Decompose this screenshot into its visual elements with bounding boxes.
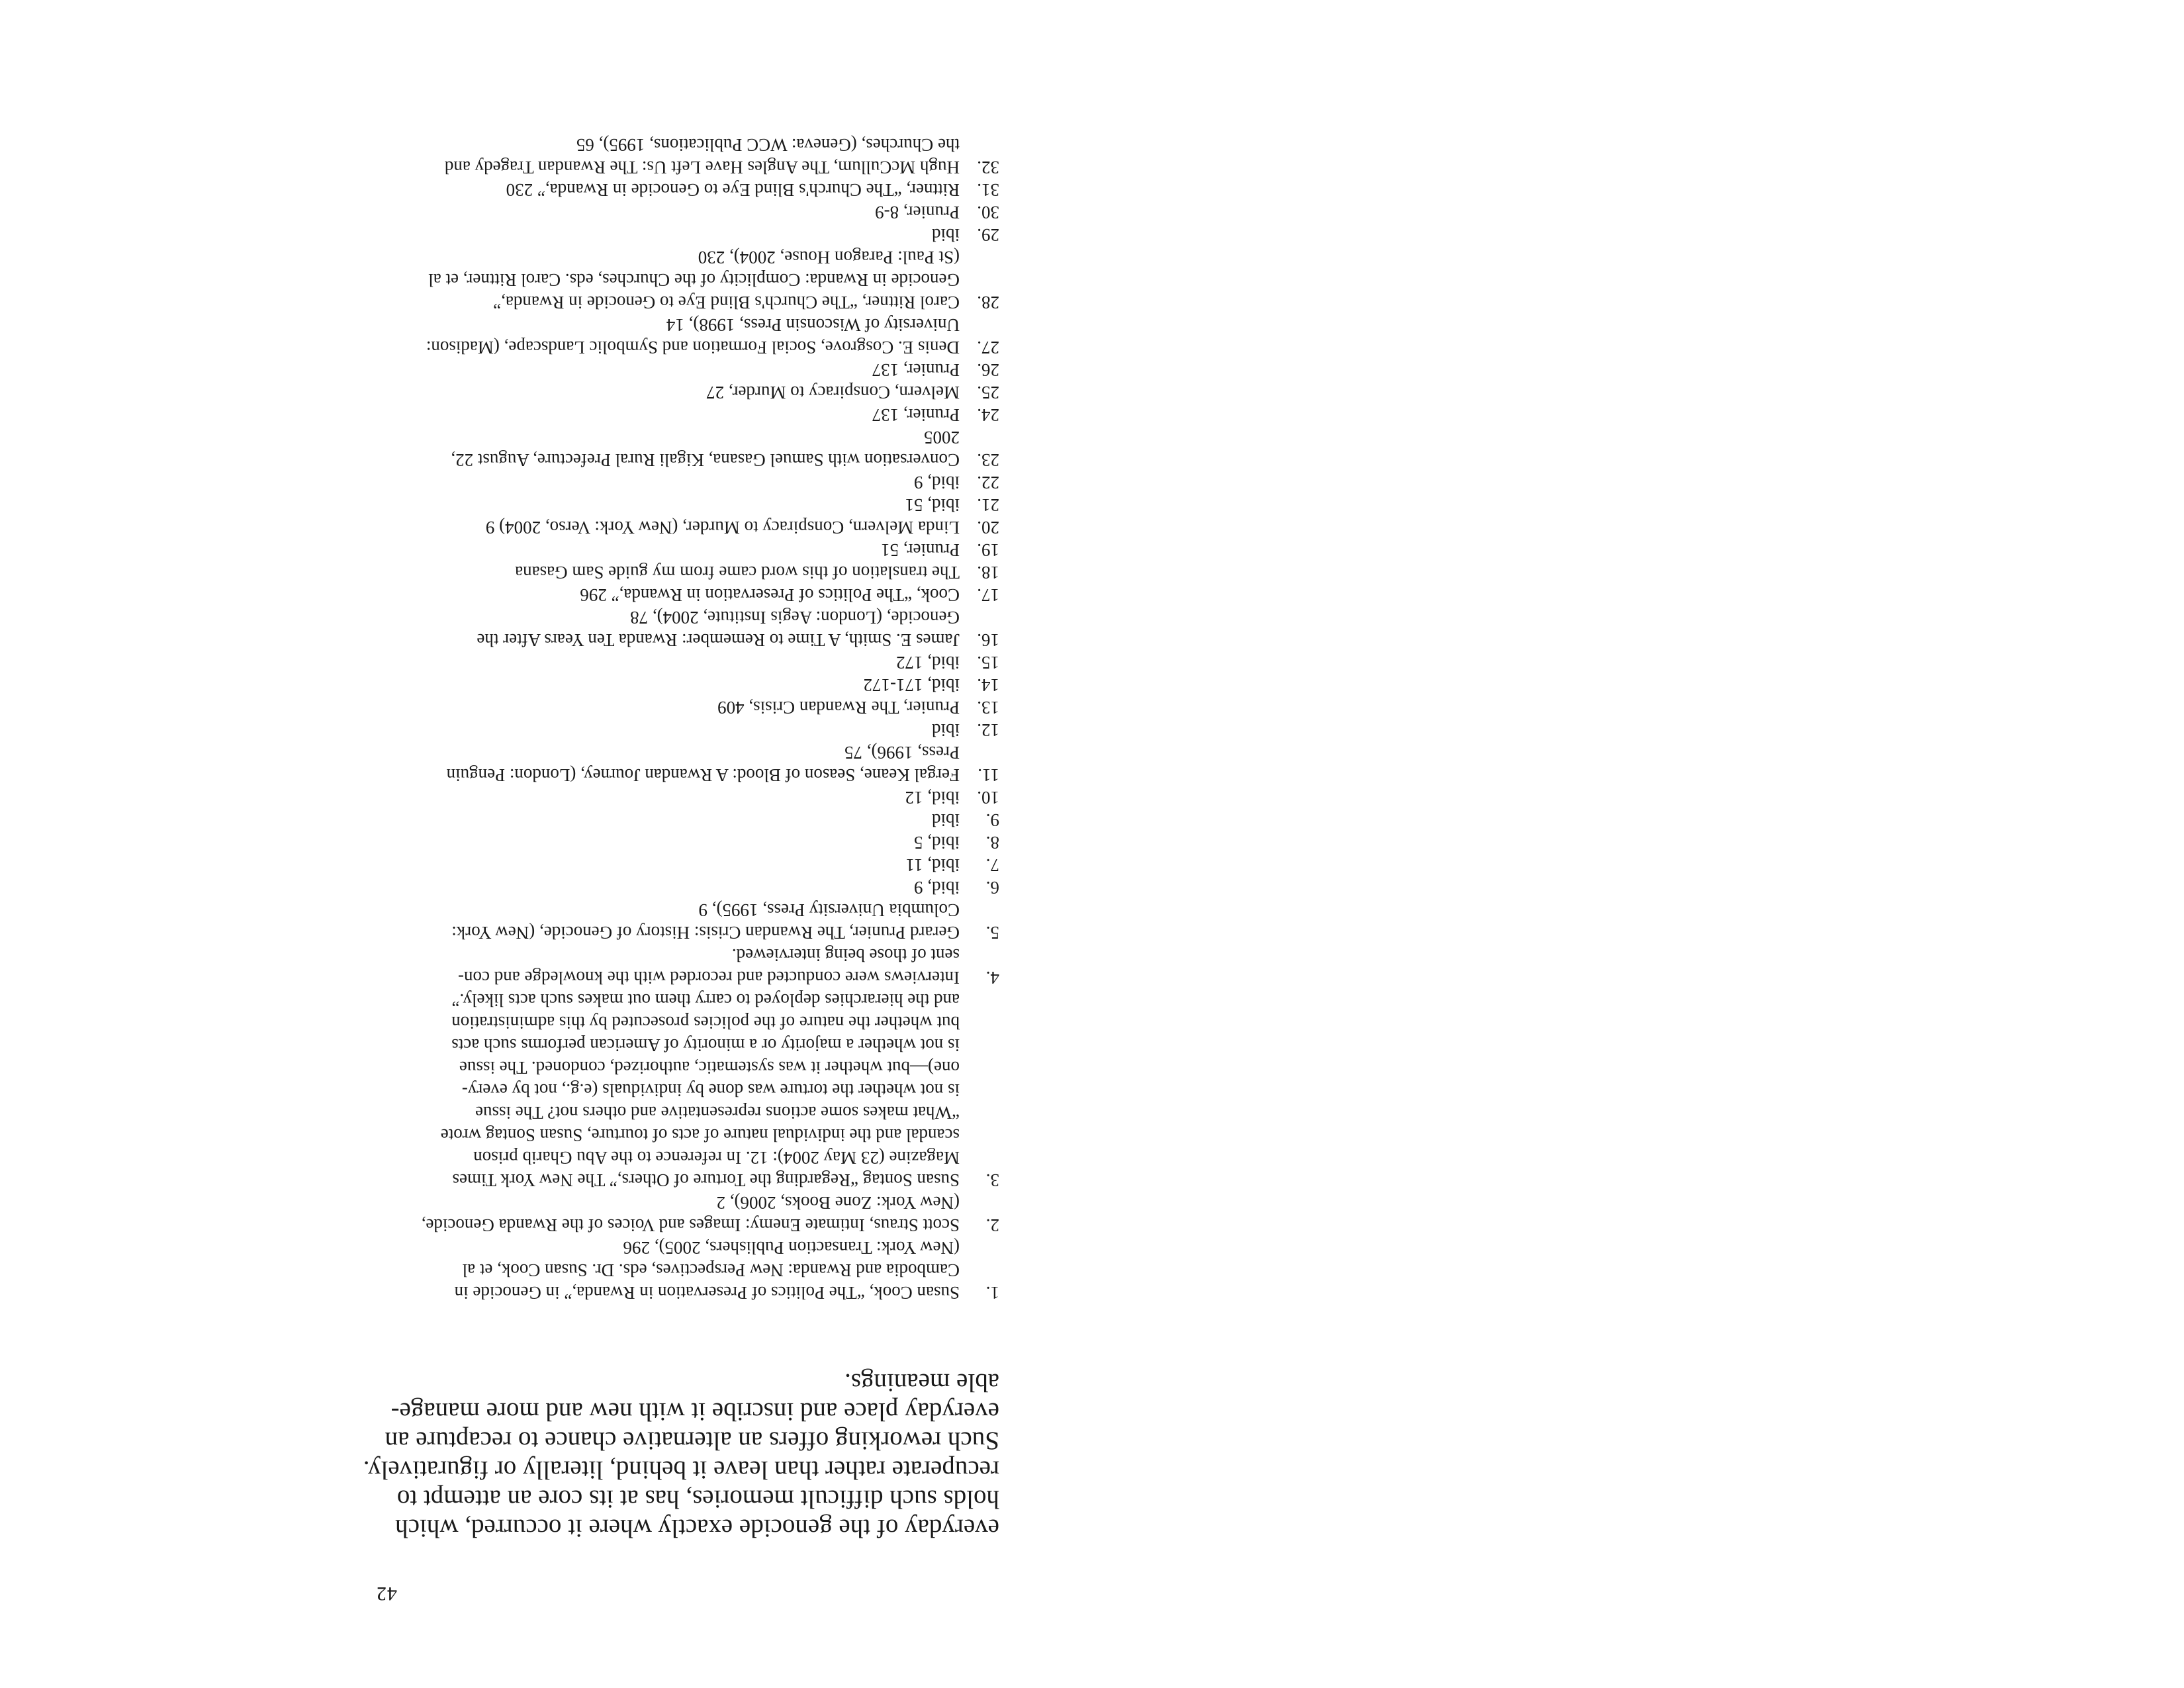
endnote-number: 32. — [977, 158, 999, 177]
endnote-item — [351, 899, 999, 944]
endnote-number: 3. — [985, 1170, 999, 1190]
endnote-item — [351, 494, 999, 516]
endnote-number: 28. — [977, 293, 999, 312]
endnote-text: Prunier, 137 — [872, 360, 960, 380]
endnote-text: Hugh McCullum, The Angles Have Left Us: The Rwandan Tragedy and the Churches, (Geneva: WCC Publications, 1995), 65 — [444, 135, 960, 177]
endnote-text: Linda Melvern, Conspiracy to Murder, (New York: Verso, 2004) 9 — [485, 518, 960, 538]
endnote-item — [351, 179, 999, 201]
body-line: holds such difficult memories, has at its core an attempt to — [396, 1485, 999, 1513]
endnote-item — [351, 989, 999, 1192]
endnote-number: 15. — [977, 653, 999, 673]
endnote-number: 6. — [985, 878, 999, 898]
endnote-text: Rittner, “The Church's Blind Eye to Genocide in Rwanda,” 230 — [506, 180, 960, 200]
endnote-item — [351, 201, 999, 224]
body-line: everyday place and inscribe it with new and more manage- — [390, 1397, 999, 1426]
endnote-number: 24. — [977, 405, 999, 425]
endnote-item — [351, 539, 999, 561]
endnote-item — [351, 1192, 999, 1237]
endnote-text: Cook, “The Politics of Preservation in Rwanda,” 296 — [580, 585, 960, 605]
endnote-item — [351, 561, 999, 584]
endnote-number: 18. — [977, 563, 999, 583]
endnote-text: Carol Rittner, “The Church's Blind Eye to Genocide in Rwanda,” Genocide in Rwanda: Complicity of the Churches, eds. Carol Rittner, et al (St Paul: Paragon House, 2004), 230 — [428, 248, 960, 312]
endnote-text: Interviews were conducted and recorded with the knowledge and con- sent of those being interviewed. — [458, 945, 960, 988]
endnote-number: 31. — [977, 180, 999, 200]
endnote-item — [351, 809, 999, 831]
endnote-item — [351, 359, 999, 381]
endnote-item — [351, 741, 999, 786]
endnote-item — [351, 134, 999, 179]
endnote-number: 12. — [977, 720, 999, 740]
endnote-item — [351, 944, 999, 989]
endnote-number: 7. — [985, 855, 999, 875]
endnote-item — [351, 404, 999, 426]
endnote-item — [351, 314, 999, 359]
endnote-item — [351, 651, 999, 674]
endnote-item — [351, 876, 999, 899]
endnote-text: James E. Smith, A Time to Remember: Rwanda Ten Years After the Genocide, (London: Aegis Institute, 2004), 78 — [477, 608, 960, 650]
endnote-number: 5. — [985, 923, 999, 943]
endnote-number: 1. — [985, 1283, 999, 1303]
endnote-text: Scott Straus, Intimate Enemy: Images and Voices of the Rwanda Genocide, (New York: Zone Books, 2006), 2 — [421, 1193, 960, 1235]
endnote-text: ibid, 9 — [913, 473, 960, 492]
endnote-number: 29. — [977, 225, 999, 245]
endnote-text: Conversation with Samuel Gasana, Kigali Rural Prefecture, August 22, 2005 — [451, 428, 960, 470]
endnote-number: 10. — [977, 788, 999, 808]
endnote-text: Prunier, 8-9 — [875, 203, 960, 222]
endnote-text: ibid, 11 — [905, 855, 960, 875]
endnote-number: 27. — [977, 338, 999, 357]
endnote-text: The translation of this word came from my guide Sam Gasana — [515, 563, 960, 583]
endnote-number: 19. — [977, 540, 999, 560]
endnote-text: ibid — [931, 225, 960, 245]
endnote-number: 9. — [985, 810, 999, 830]
endnote-text: Prunier, The Rwandan Crisis, 409 — [717, 698, 960, 718]
endnote-text: Melvern, Conspiracy to Murder, 27 — [706, 383, 960, 402]
endnote-item — [351, 426, 999, 471]
endnote-number: 11. — [978, 765, 999, 785]
endnote-text: ibid, 172 — [895, 653, 960, 673]
body-paragraph — [363, 1368, 999, 1542]
endnote-number: 25. — [977, 383, 999, 402]
endnote-text: ibid, 12 — [905, 788, 960, 808]
body-line: everyday of the genocide exactly where it occurred, which — [395, 1514, 999, 1542]
endnote-item — [351, 696, 999, 719]
endnote-number: 16. — [977, 630, 999, 650]
endnote-text: ibid, 171-172 — [863, 675, 960, 695]
endnote-item — [351, 1237, 999, 1304]
body-line: recuperate rather than leave it behind, literally or figuratively. — [363, 1456, 999, 1484]
endnote-item — [351, 854, 999, 876]
endnote-number: 30. — [977, 203, 999, 222]
endnote-number: 21. — [977, 495, 999, 515]
endnote-text: ibid — [931, 810, 960, 830]
endnote-text: Prunier, 51 — [881, 540, 960, 560]
endnote-number: 23. — [977, 450, 999, 470]
endnote-text: ibid — [931, 720, 960, 740]
endnote-text: ibid, 51 — [905, 495, 960, 515]
endnote-number: 8. — [985, 833, 999, 853]
endnote-number: 26. — [977, 360, 999, 380]
endnote-number: 13. — [977, 698, 999, 718]
endnote-item — [351, 674, 999, 696]
endnote-text: Fergal Keane, Season of Blood: A Rwandan Journey, (London: Penguin Press, 1996), 75 — [446, 743, 960, 785]
endnote-item — [351, 224, 999, 246]
endnote-number: 20. — [977, 518, 999, 538]
endnote-item — [351, 471, 999, 494]
endnote-item — [351, 831, 999, 854]
endnote-item — [351, 381, 999, 404]
endnotes-list — [351, 134, 999, 1304]
endnote-item — [351, 719, 999, 741]
body-line: able meanings. — [844, 1368, 999, 1397]
endnote-text: Gerard Prunier, The Rwandan Crisis: History of Genocide, (New York: Columbia University Press, 1995), 9 — [451, 900, 960, 943]
endnote-text: ibid, 5 — [913, 833, 960, 853]
endnote-text: ibid, 9 — [913, 878, 960, 898]
endnote-number: 22. — [977, 473, 999, 492]
body-line: Such reworking offers an alternative chance to recapture an — [385, 1427, 999, 1455]
endnote-text: Susan Sontag “Regarding the Torture of Others,” The New York Times Magazine (23 May 2004): 12. In reference to the Abu Gharib prison scandal and the individual nature of acts of tourture, Susan Sontag wrote “What makes some actions representative and others not? The issue is not whether the torture was done by individuals (e.g., not by every- one)—but whether it was systematic, authorized, condoned. The issue is not whether a majority or a minority of American performs such acts but whether the nature of the policies prosecuted by this administration and the hierarchies deployed to carry them out makes such acts likely.” — [440, 990, 960, 1190]
page-number: 42 — [376, 1583, 397, 1605]
endnote-number: 14. — [977, 675, 999, 695]
endnote-item — [351, 516, 999, 539]
endnote-number: 17. — [977, 585, 999, 605]
endnote-text: Prunier, 137 — [872, 405, 960, 425]
endnote-text: Susan Cook, “The Politics of Preservation in Rwanda,” in Genocide in Cambodia and Rwanda: New Perspectives, eds. Dr. Susan Cook, et al (New York: Transaction Publishers, 2005), 296 — [454, 1238, 960, 1303]
endnote-item — [351, 246, 999, 314]
endnote-text: Denis E. Cosgrove, Social Formation and Symbolic Landscape, (Madison: University of Wisconsin Press, 1998), 14 — [426, 315, 960, 357]
endnote-item — [351, 584, 999, 606]
endnote-number: 2. — [985, 1215, 999, 1235]
endnote-number: 4. — [985, 968, 999, 988]
endnote-item — [351, 786, 999, 809]
endnote-item — [351, 606, 999, 651]
